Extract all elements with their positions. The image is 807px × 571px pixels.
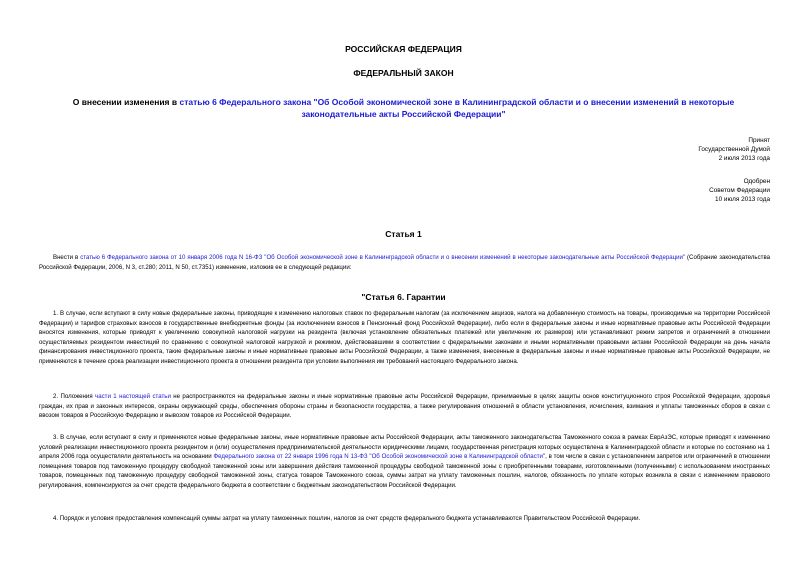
- p2-link[interactable]: части 1 настоящей статьи: [95, 393, 171, 400]
- article6-heading: "Статья 6. Гарантии: [361, 292, 446, 302]
- adopted-date: 2 июля 2013 года: [718, 155, 770, 162]
- law-title-prefix: О внесении изменения в: [72, 97, 180, 107]
- article1-text-start: Внести в: [53, 254, 81, 261]
- article6-paragraph-4: 4. Порядок и условия предоставления компенсаций суммы затрат на уплату таможенных пошлин, налогов за счет средств федерального бюджета устанавливаются Правительством Российской Федерации.: [53, 515, 641, 522]
- adopted-by: Государственной Думой: [698, 146, 770, 153]
- article6-paragraph-1: 1. В случае, если вступают в силу новые федеральные законы, приводящие к изменению налоговых ставок по федеральным налогам (за исключением акцизов, налога на добавленную стоимость на товары, производимые на территории Российской Федерации) и тарифов страховых взносов в государственные внебюджетные фонды (за исключением взносов в Пенсионный фонд Российской Федерации), либо если в федеральные законы и иные нормативные правовые акты Российской Федерации вносятся изменения, которые приводят к увеличению совокупной налоговой нагрузки на резидента (включая установление обязательных платежей или увеличение их размеров) или устанавливают режим запретов и ограничений в отношении осуществляемых резидентом инвестиций по сравнению с совокупной налоговой нагрузкой и режимом, действовавшими в соответствии с федеральными законами и иными нормативными правовыми актами Российской Федерации на день начала финансирования инвестиционного проекта, такие федеральные законы и иные нормативные правовые акты Российской Федерации, а также изменения, внесенные в федеральные законы и иные нормативные правовые акты Российской Федерации, не применяются в течение срока реализации инвестиционного проекта в отношении резидента при условии выполнения им требований настоящего Федерального закона.: [39, 310, 770, 365]
- law-title-link[interactable]: статью 6 Федерального закона "Об Особой экономической зоне в Калининградской области и о внесении изменений в некоторые законодательные акты Российской Федерации": [179, 97, 735, 119]
- approved-date: 10 июля 2013 года: [715, 196, 770, 203]
- article1-text-end: (Собрание законодательства Российской Федерации, 2006, N 3, ст.280; 2011, N 50, ст.7351) изменение, изложив ее в следующей редакции:: [39, 254, 770, 271]
- p3-text-end: , в том числе в связи с установлением запретов или ограничений в отношении помещения товаров под таможенную процедуру свободной таможенной зоны или завершения действия таможенной процедуры свободной таможенной зоны с приобретенными товарами, изготовленными (полученными) с использованием иностранных товаров, помещенных под таможенную процедуру свободной таможенной зоны, статуса товаров Таможенного союза, суммы затрат на уплату таможенных пошлин, налогов, обязанность по уплате которых возникла в связи с изменением правового регулирования, компенсируются за счет средств федерального бюджета в соответствии с бюджетным законодательством Российской Федерации.: [39, 453, 770, 489]
- doc-type-heading: ФЕДЕРАЛЬНЫЙ ЗАКОН: [353, 68, 454, 78]
- p2-text-start: 2. Положения: [53, 393, 96, 400]
- approved-label: Одобрен: [743, 178, 770, 185]
- law-title: [40, 96, 767, 120]
- article6-paragraph-3: [39, 433, 770, 490]
- approval-block: [570, 177, 770, 204]
- p3-text-start: 3. В случае, если вступают в силу и применяются новые федеральные законы, иные нормативные правовые акты Российской Федерации, акты таможенного законодательства Таможенного союза в рамках ЕврАзЭС, которые приводят к изменению условий реализации инвестиционного проекта резидентом и (или) осуществления предпринимательской деятельности юридическими лицами, государственная регистрация которых осуществлена в Калининградской области и которые по состоянию на 1 апреля 2006 года осуществляли деятельность на основании: [39, 434, 770, 460]
- article1-paragraph: [39, 253, 770, 272]
- p3-link[interactable]: Федерального закона от 22 января 1996 года N 13-ФЗ "Об Особой экономической зоне в Калининградской области": [213, 453, 546, 460]
- article6-paragraph-2: [39, 392, 770, 421]
- adopted-label: Принят: [748, 137, 770, 144]
- approved-by: Советом Федерации: [709, 187, 770, 194]
- article1-link[interactable]: статью 6 Федерального закона от 10 января 2006 года N 16-ФЗ "Об Особой экономической зоне в Калининградской области и о внесении изменений в некоторые законодательные акты Российской Федерации": [80, 254, 686, 261]
- article1-heading: Статья 1: [385, 229, 422, 239]
- adoption-block: [570, 136, 770, 163]
- p2-text-end: не распространяются на федеральные законы и иные нормативные правовые акты Российской Федерации, принимаемые в целях защиты основ конституционного строя Российской Федерации, здоровья граждан, их прав и законных интересов, охраны окружающей среды, обеспечения обороны страны и безопасности государства, а также регулирования отношений в области установления, исчисления, взимания и уплаты таможенных сборов в связи с ввозом товаров в Российскую Федерацию и вывозом товаров из Российской Федерации.: [39, 393, 770, 419]
- country-heading: РОССИЙСКАЯ ФЕДЕРАЦИЯ: [345, 44, 462, 54]
